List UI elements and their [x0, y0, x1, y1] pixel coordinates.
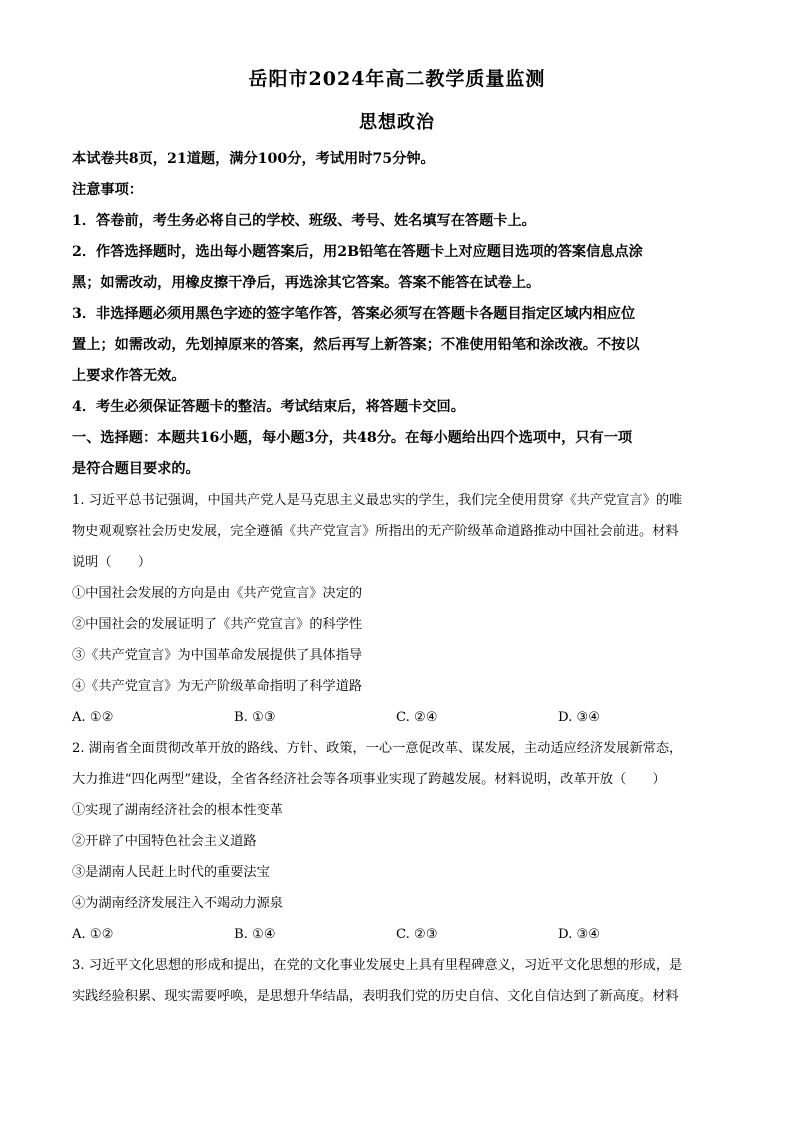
- notice-item: 4．考生必须保证答题卡的整洁。考试结束后，将答题卡交回。: [72, 399, 465, 415]
- question-stem: 2. 湖南省全面贯彻改革开放的路线、方针、政策，一心一意促改革、谋发展，主动适应经济发展新常态，: [72, 741, 683, 756]
- option-b: B. ①③: [234, 710, 276, 725]
- question-stem: 物史观观察社会历史发展，完全遵循《共产党宣言》所指出的无产阶级革命道路推动中国社会前进。材料: [72, 524, 679, 539]
- option-b: B. ①④: [234, 927, 276, 942]
- question-stem: 实践经验积累、现实需要呼唤，是思想升华结晶，表明我们党的历史自信、文化自信达到了新高度。材料: [72, 989, 679, 1004]
- section-heading-cont: 是符合题目要求的。: [72, 461, 200, 477]
- option-a: A. ①②: [72, 927, 114, 942]
- statement: ④为湖南经济发展注入不竭动力源泉: [72, 896, 283, 911]
- option-c: C. ②④: [396, 710, 438, 725]
- statement: ①实现了湖南经济社会的根本性变革: [72, 803, 283, 818]
- option-d: D. ③④: [558, 927, 601, 942]
- statement: ③是湖南人民赶上时代的重要法宝: [72, 865, 270, 880]
- notice-heading: 注意事项：: [72, 182, 143, 198]
- statement: ②中国社会的发展证明了《共产党宣言》的科学性: [72, 617, 363, 632]
- option-d: D. ③④: [558, 710, 601, 725]
- notice-item: 上要求作答无效。: [72, 368, 186, 384]
- notice-item: 黑；如需改动，用橡皮擦干净后，再选涂其它答案。答案不能答在试卷上。: [72, 275, 541, 291]
- option-a: A. ①②: [72, 710, 114, 725]
- question-stem: 1. 习近平总书记强调，中国共产党人是马克思主义最忠实的学生，我们完全使用贯穿《共产党宣言》的唯: [72, 493, 683, 508]
- subject-title: 思想政治: [359, 112, 435, 133]
- statement: ③《共产党宣言》为中国革命发展提供了具体指导: [72, 648, 363, 663]
- answer-options: [72, 919, 722, 950]
- exam-page: [72, 66, 722, 1012]
- question-2: [72, 733, 722, 950]
- notice-item: 2．作答选择题时，选出每小题答案后，用2B铅笔在答题卡上对应题目选项的答案信息点涂: [72, 244, 643, 260]
- question-stem: 说明（ ）: [72, 555, 152, 570]
- notice-item: 置上；如需改动，先划掉原来的答案，然后再写上新答案；不准使用铅笔和涂改液。不按以: [72, 337, 640, 353]
- statement: ④《共产党宣言》为无产阶级革命指明了科学道路: [72, 679, 363, 694]
- notice-item: 3．非选择题必须用黑色字迹的签字笔作答，答案必须写在答题卡各题目指定区域内相应位: [72, 306, 636, 322]
- statement: ①中国社会发展的方向是由《共产党宣言》决定的: [72, 586, 363, 601]
- question-stem: 大力推进“四化两型”建设，全省各经济社会等各项事业实现了跨越发展。材料说明，改革开放（ ）: [72, 772, 666, 787]
- question-3: [72, 950, 722, 1012]
- option-c: C. ②③: [396, 927, 438, 942]
- statement: ②开辟了中国特色社会主义道路: [72, 834, 257, 849]
- notice-item: 1．答卷前，考生务必将自己的学校、班级、考号、姓名填写在答题卡上。: [72, 213, 536, 229]
- question-stem: 3. 习近平文化思想的形成和提出，在党的文化事业发展史上具有里程碑意义，习近平文化思想的形成，是: [72, 958, 683, 973]
- question-1: [72, 485, 722, 733]
- section-heading: 一、选择题：本题共16小题，每小题3分，共48分。在每小题给出四个选项中，只有一项: [72, 430, 633, 446]
- exam-intro: 本试卷共8页，21道题，满分100分，考试用时75分钟。: [72, 151, 435, 167]
- answer-options: [72, 702, 722, 733]
- exam-title: 岳阳市2024年高二教学质量监测: [248, 68, 546, 90]
